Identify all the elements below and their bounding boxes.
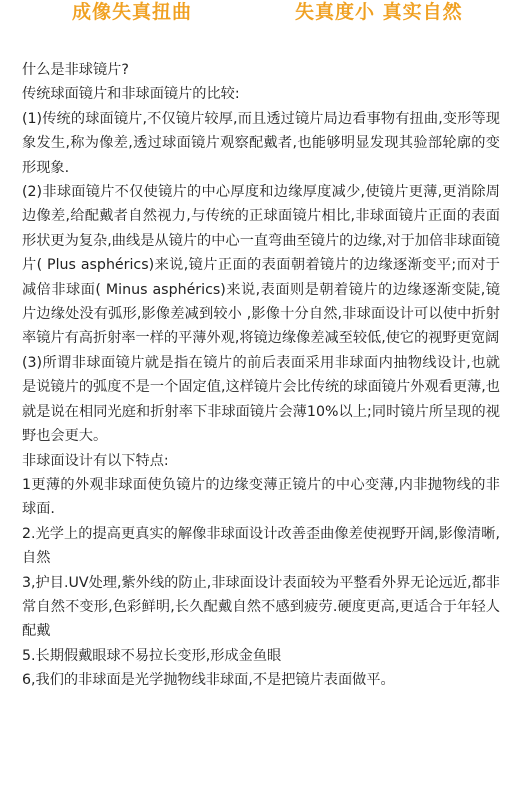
comparison-image-strip	[0, 0, 516, 24]
paragraph-spherical: (1)传统的球面镜片,不仅镜片较厚,而且透过镜片局边看事物有扭曲,变形等现象发生,称为像差,透过球面镜片观察配戴者,也能够明显发现其验部轮廓的变形现象.	[22, 110, 500, 176]
feature-item: 5.长期假戴眼球不易拉长变形,形成金鱼眼	[22, 647, 282, 664]
comparison-heading: 传统球面镜片和非球面镜片的比较:	[22, 86, 240, 103]
distortion-caption: 成像失真扭曲	[72, 1, 193, 23]
question-heading: 什么是非球镜片?	[22, 62, 129, 78]
paragraph-definition: (3)所谓非球面镜片就是指在镜片的前后表面采用非球面内抽物线设计,也就是说镜片的弧度不是一个固定值,这样镜片会比传统的球面镜片外观看更薄,也就是说在相同光庭和折射率下非球面镜片会薄10%以上;同时镜片所呈现的视野也会更大。	[22, 354, 500, 445]
feature-item: 6,我们的非球面是光学抛物线非球面,不是把镜片表面做平。	[22, 672, 395, 689]
feature-item: 2.光学上的提高更真实的解像非球面设计改善歪曲像差使视野开阔,影像清晰,自然	[22, 525, 500, 567]
paragraph-aspheric: (2)非球面镜片不仅使镜片的中心厚度和边缘厚度减少,使镜片更薄,更消除周边像差,给配戴者自然视力,与传统的正球面镜片相比,非球面镜片正面的表面形状更为复杂,曲线是从镜片的中心一直弯曲至镜片的边缘,对于加倍非球面镜片( Plus asphérics)来说,镜片正面的表面朝着镜片的边缘逐渐变平;而对于减倍非球面( Minus asphérics)来说,表面则是朝着镜片的边缘逐渐变陡,镜片边缘处没有弧形,影像差减到较小 ,影像十分自然,非球面设计可以使中折射率镜片有高折射率一样的平薄外观,将镜边缘像差减至较低,使它的视野更宽阔	[22, 184, 500, 347]
features-heading: 非球面设计有以下特点:	[22, 452, 169, 469]
natural-caption: 失真度小 真实自然	[295, 1, 463, 23]
article-body	[22, 58, 500, 693]
feature-item: 3,护目.UV处理,紫外线的防止,非球面设计表面较为平整看外界无论远近,都非常自然不变形,色彩鲜明,长久配戴自然不感到疲劳.硬度更高,更适合于年轻人配戴	[22, 574, 500, 640]
feature-item: 1更薄的外观非球面使负镜片的边缘变薄正镜片的中心变薄,内非抛物线的非球面.	[22, 476, 500, 518]
